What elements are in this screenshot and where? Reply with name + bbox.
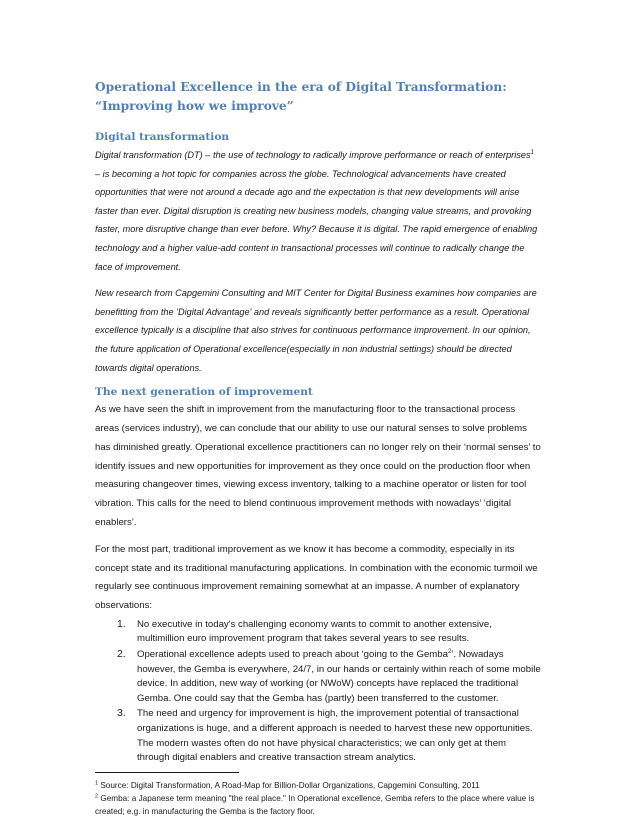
paragraph-capgemini-research: New research from Capgemini Consulting and MIT Center for Digital Business examines how companies are benefitting from the 'Digital Advantage' and reveals significantly better performance as a result. Operational excellence typically is a discipline that also strives for continuous performance improvement. In our opinion, the future application of Operational excellence(especially in non industrial settings) should be directed towards digital operations. — [95, 288, 537, 373]
paragraph-commodity: For the most part, traditional improvement as we know it has become a commodity, especially in its concept state and its traditional manufacturing applications. In combination with the economic turmoil we regularly see continuous improvement remaining somewhat at an impasse. A number of explanatory observations: — [95, 543, 538, 612]
paragraph-improvement-shift: As we have seen the shift in improvement from the manufacturing floor to the transactional process areas (services industry), we can conclude that our ability to use our natural senses to solve problems has diminished greatly. Operational excellence practitioners can no longer rely on their ‘normal senses’ to identify issues and new opportunities for improvement as they once could on the production floor when measuring changeover times, viewing excess inventory, talking to a machine operator or listen for tool vibration. This calls for the need to blend continuous improvement methods with nowadays’ ‘digital enablers’. — [95, 404, 541, 528]
section-heading-digital-transformation: Digital transformation — [95, 131, 230, 143]
observations-list — [95, 618, 541, 766]
footnote-ref-1[interactable]: 1 — [530, 149, 534, 156]
paragraph-digital-transformation: Digital transformation (DT) – the use of technology to radically improve performance or reach of enterprises$^1$ – is becoming a hot topic for companies across the globe. Technological advancements have created opportunities that were not around a decade ago and the expectation is that new developments will arise faster than ever. Digital disruption is creating new business models, changing value streams, and provoking faster, more disruptive change than ever before. Why? Because it is digital. The rapid emergence of enabling technology and a higher value-add content in transactional processes will continue to radically change the face of improvement. — [95, 149, 538, 272]
footnote-1: $^1$ Source: Digital Transformation, A Road-Map for Billion-Dollar Organizations, Capgemini Consulting, 2011 — [95, 780, 480, 790]
document-title: Operational Excellence in the era of Digital Transformation: “Improving how we improve” — [95, 80, 507, 113]
list-item-number: 3. — [117, 708, 126, 720]
list-item: 2. Operational excellence adepts used to preach about ‘going to the Gemba$^2$’. Nowadays however, the Gemba is everywhere, 24/7, in our hands or certainly within reach of some mobile device. In addition, new way of working (or NWoW) concepts have replaced the traditional Gemba. One could say that the Gemba has (partly) been transferred to the customer. — [117, 648, 541, 704]
list-item-number: 2. — [117, 649, 126, 661]
footnote-ref-2[interactable]: 2 — [447, 648, 452, 655]
document-page — [95, 78, 541, 818]
footnote-divider — [95, 772, 239, 773]
section-heading-next-generation: The next generation of improvement — [95, 386, 313, 399]
list-item: 3. The need and urgency for improvement is high, the improvement potential of transactional organizations is huge, and a different approach is needed to harvest these new opportunities. The modern wastes often do not have physical characteristics; we can only get at them through digital enablers and creative transaction stream analytics. — [117, 708, 533, 764]
footnote-2: $^2$ Gemba: a Japanese term meaning "the real place." In Operational excellence, Gemba refers to the place where value is created; e.g. in manufacturing the Gemba is the factory floor. — [95, 793, 535, 816]
list-item: 1. No executive in today's challenging economy wants to commit to another extensive, multimillion euro improvement program that takes several years to see results. — [117, 618, 492, 645]
list-item-number: 1. — [117, 618, 126, 630]
